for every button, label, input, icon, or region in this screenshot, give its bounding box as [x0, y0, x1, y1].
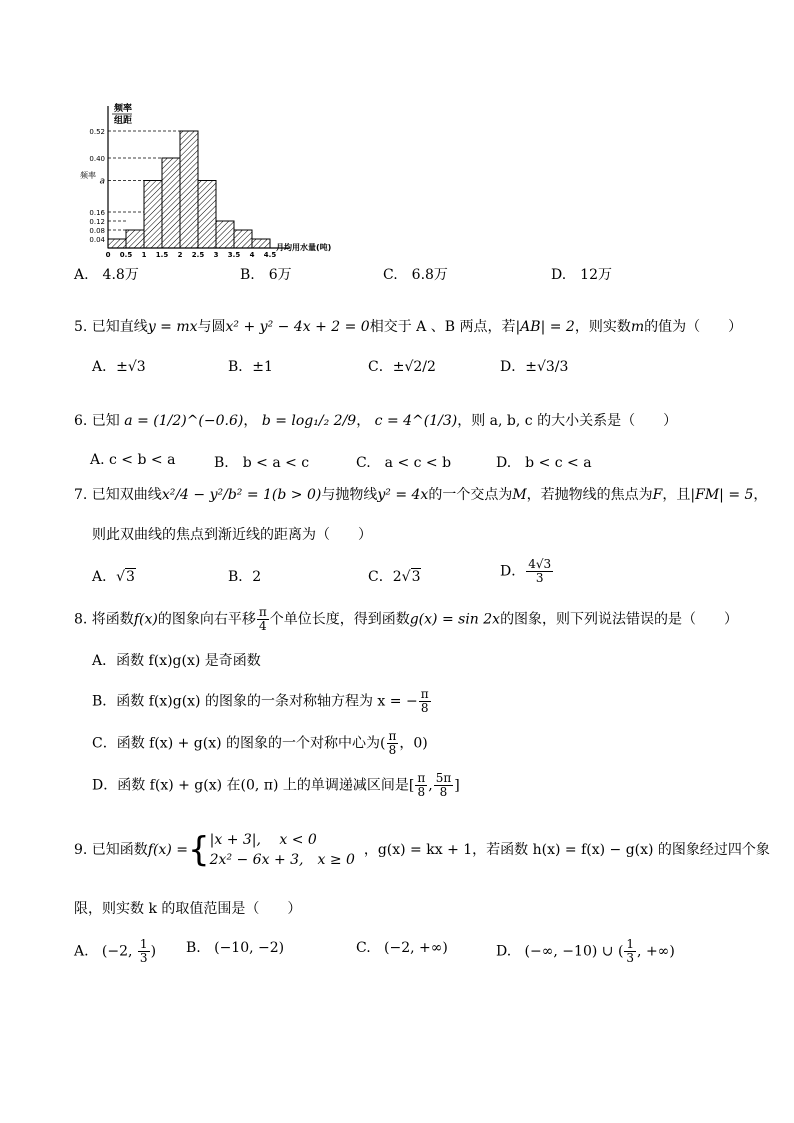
y-label-1: 频率	[114, 104, 133, 114]
q4-option-a: A. 4.8万	[74, 267, 139, 283]
y-tick-label: 0.08	[89, 227, 105, 235]
q9-option-b: B. (−10, −2)	[186, 940, 285, 956]
q7-option-a: A．√3	[92, 569, 135, 585]
histogram-bar	[252, 239, 270, 248]
histogram-bar	[162, 158, 180, 248]
q4-option-d: D. 12万	[551, 267, 612, 283]
histogram-bar	[216, 221, 234, 248]
q6-option-c: C. a < c < b	[356, 455, 452, 471]
x-tick-label: 2	[177, 251, 183, 259]
x-tick-label: 4.5	[263, 251, 277, 259]
x-tick-label: 0	[105, 251, 111, 259]
y-tick-label: 0.12	[89, 218, 105, 226]
q7-option-d: D． $\frac{4√3}{3}$	[500, 557, 552, 585]
x-tick-label: 1	[141, 251, 147, 259]
q5-option-a: A．±√3	[92, 359, 146, 375]
q6-option-d: D. b < c < a	[496, 455, 592, 471]
q7-option-b: B．2	[228, 569, 262, 585]
q9-stem-line2: 限，则实数 k 的取值范围是（ ）	[74, 901, 302, 917]
x-tick-label: 3.5	[227, 251, 241, 259]
y-tick-label: 0.40	[89, 155, 105, 163]
q4-option-c: C. 6.8万	[383, 267, 448, 283]
x-tick-label: 3	[213, 251, 219, 259]
histogram-bar	[180, 131, 198, 248]
q5-option-b: B．±1	[228, 359, 273, 375]
histogram-bar	[198, 181, 216, 249]
y-side-label: 频率	[80, 171, 96, 180]
q4-option-b: B. 6万	[240, 267, 292, 283]
histogram-bar	[234, 230, 252, 248]
q7-stem: 7. 已知双曲线x²/4 − y²/b² = 1(b > 0)与抛物线y² = 4x的一个交点为M，若抛物线的焦点为F，且|FM| = 5，	[74, 487, 768, 503]
y-tick-label: 0.16	[89, 209, 105, 217]
q8-option-c: C．函数 f(x) + g(x) 的图象的一个对称中心为( $\frac{\pi}{8}$ ，0)	[92, 729, 428, 757]
q8-option-d: D．函数 f(x) + g(x) 在(0, π) 上的单调递减区间是[ $\frac{\pi}{8}$ , $\frac{5\pi}{8}$ ]	[92, 771, 460, 799]
q5-stem: 5. 已知直线y = mx与圆x² + y² − 4x + 2 = 0相交于 A 、B 两点，若|AB| = 2，则实数m的值为（ ）	[74, 319, 743, 335]
x-tick-label: 2.5	[191, 251, 205, 259]
y-tick-label: 0.04	[89, 236, 105, 244]
q8-stem: 8. 将函数f(x)的图象向右平移 $\frac{\pi}{4}$ 个单位长度，得到函数g(x) = sin 2x的图象，则下列说法错误的是（ ）	[74, 605, 739, 633]
x-tick-label: 4	[249, 251, 255, 259]
histogram-bar	[144, 181, 162, 249]
q9-stem: 9. 已知函数f(x) ={|x + 3|, x < 0 2x² − 6x + 3, x ≥ 0 ，g(x) = kx + 1，若函数 h(x) = f(x) − g(x) 的图象经过四个象	[74, 830, 770, 870]
q8-option-a: A．函数 f(x)g(x) 是奇函数	[92, 653, 261, 669]
q5-option-c: C．±√2/2	[368, 359, 436, 375]
q9-option-c: C. (−2, +∞)	[356, 940, 448, 956]
y-tick-label: a	[99, 176, 105, 187]
q8-option-b: B．函数 f(x)g(x) 的图象的一条对称轴方程为 x = − $\frac{\pi}{8}$	[92, 687, 429, 715]
q7-stem-line2: 则此双曲线的焦点到渐近线的距离为（ ）	[92, 527, 372, 543]
x-axis-label: 月均用水量(吨)	[276, 243, 332, 252]
q5-option-d: D．±√3/3	[500, 359, 569, 375]
x-tick-label: 1.5	[155, 251, 169, 259]
q6-stem: 6. 已知 a = (1/2)^(−0.6)， b = log₁/₂ 2/9， c = 4^(1/3)，则 a, b, c 的大小关系是（ ）	[74, 413, 678, 429]
x-tick-label: 0.5	[119, 251, 133, 259]
y-tick-label: 0.52	[89, 128, 105, 136]
y-label-2: 组距	[114, 116, 133, 126]
q7-option-c: C．2√3	[368, 569, 421, 585]
q6-option-a: A. c < b < a	[90, 452, 176, 468]
q9-option-d: D. (−∞, −10) ∪ ( $\frac{1}{3}$ , +∞)	[496, 937, 675, 965]
histogram-bar	[126, 230, 144, 248]
histogram-bar	[108, 239, 126, 248]
q6-option-b: B. b < a < c	[214, 455, 310, 471]
histogram-chart	[80, 98, 360, 260]
q9-option-a: A. (−2, $\frac{1}{3}$ )	[74, 937, 157, 965]
